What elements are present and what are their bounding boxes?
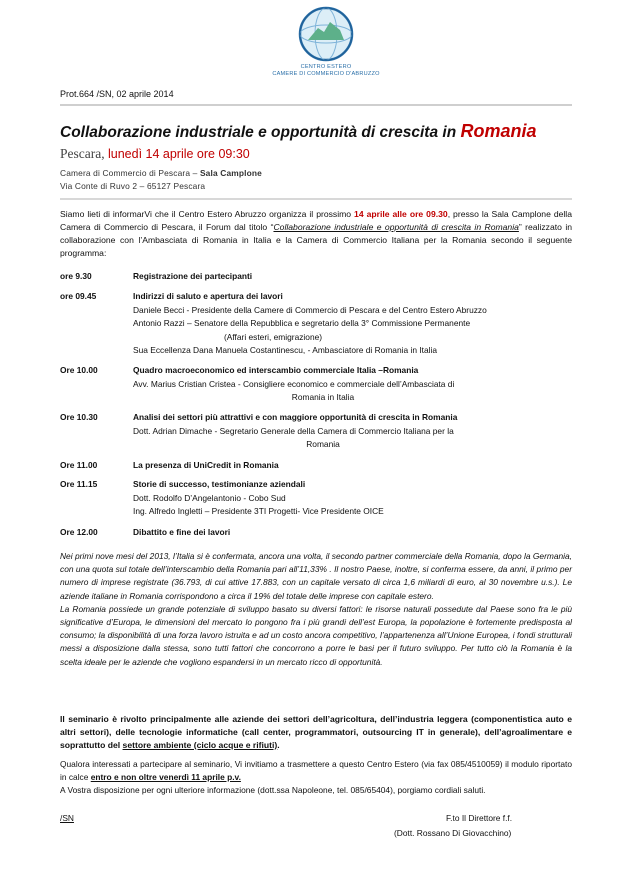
- program-speaker: Daniele Becci - Presidente della Camere di Commercio di Pescara e del Centro Estero Abruzzo: [133, 304, 487, 315]
- sectors-text: Il seminario è rivolto principalmente alle aziende dei settori dell’agricoltura, dell’industria leggera (componentistica auto e altri settori), delle tecnologie informatiche (call center, programmatori, outsourcing IT in generale), dell’agroalimentare e soprattutto del: [60, 714, 572, 750]
- title-country: Romania: [460, 121, 537, 141]
- closing-paragraph: [60, 758, 572, 797]
- program-speaker: Dott. Adrian Dimache - Segretario Generale della Camera di Commercio Italiana per la: [133, 425, 454, 436]
- event-date: [60, 146, 250, 162]
- page-title: [60, 121, 537, 142]
- program-speaker: Romania in Italia: [291, 392, 355, 402]
- italic-text-2: La Romania possiede un grande potenziale di sviluppo basato su diversi fattori: le risorse naturali possedute dal Paese sono fra le più significative d’Europa, le dimensioni del mercato lo pongono fra i più grandi dell’est Europa, la popolazione è fortemente predisposta al consumo; la disponibilità di una forza lavoro istruita e ad un costo ancora competitivo, l’appartenenza all’Unione Europea, i fondi strutturali messi a disposizione dalla stessa, sono tutti fattori che concorrono a porre le basi per il futuro sviluppo. Per tutto ciò la Romania è la scelta ideale per le aziende che vogliono espandersi in un mercato ricco di opportunità.: [60, 603, 572, 667]
- divider: [60, 104, 572, 106]
- event-when: lunedì 14 aprile ore 09:30: [107, 147, 250, 161]
- initials: /SN: [60, 813, 74, 823]
- program-speaker: Ing. Alfredo Ingletti – Presidente 3TI Progetti- Vice Presidente OICE: [133, 506, 384, 516]
- program-title: Dibattito e fine dei lavori: [133, 527, 231, 537]
- program-speaker: Sua Eccellenza Dana Manuela Costantinescu, - Ambasciatore di Romania in Italia: [133, 345, 437, 355]
- program-title: La presenza di UniCredit in Romania: [133, 460, 279, 470]
- program-time: Ore 10.30: [60, 412, 98, 422]
- program-time: Ore 10.00: [60, 365, 98, 375]
- italic-paragraph: [60, 550, 572, 669]
- program-speaker: Avv. Marius Cristian Cristea - Consigliere economico e commerciale dell’Ambasciata di: [133, 378, 455, 389]
- program-title: Registrazione dei partecipanti: [133, 271, 253, 281]
- program-title: Analisi dei settori più attrattivi e con maggiore opportunità di crescita in Romania: [133, 412, 458, 422]
- logo: [270, 6, 382, 84]
- intro-date: 14 aprile alle ore 09.30: [354, 209, 448, 219]
- closing-text-2: A Vostra disposizione per ogni ulteriore informazione (dott.ssa Napoleone, tel. 085/65404), porgiamo cordiali saluti.: [60, 785, 486, 795]
- italic-text-1: Nei primi nove mesi del 2013, l’Italia si è confermata, ancora una volta, il secondo partner commerciale della Romania, dopo la Germania, con una quota sul totale dell’interscambio della Romania pari all’11,33% . Il nostro Paese, inoltre, si conferma essere, da anni, il primo per numero di imprese registrate (36.793, di cui attive 17.883, con un capitale versato di circa 1,6 miliardi di euro, al 30 novembre u.s.). Le aziende italiane in Romania corrispondono a circa il 19% del totale delle imprese con capitale estero.: [60, 551, 572, 601]
- logo-line-1: CENTRO ESTERO: [300, 64, 352, 70]
- program-title: Storie di successo, testimonianze aziendali: [133, 479, 306, 489]
- program-speaker: Romania: [306, 439, 340, 449]
- venue-room: Sala Camplone: [199, 168, 262, 178]
- intro-forum-title: Collaborazione industriale e opportunità di crescita in Romania: [273, 222, 519, 232]
- globe-logo-icon: [294, 6, 358, 64]
- program-time: ore 9.30: [60, 271, 92, 281]
- protocol-number: Prot.664 /SN, 02 aprile 2014: [60, 89, 174, 99]
- program-time: Ore 11.15: [60, 479, 98, 489]
- logo-line-2: CAMERE DI COMMERCIO D'ABRUZZO: [272, 70, 380, 77]
- program-title: Quadro macroeconomico ed interscambio commerciale Italia –Romania: [133, 365, 419, 375]
- signature-name: (Dott. Rossano Di Giovacchino): [394, 828, 512, 838]
- target-sectors-paragraph: [60, 713, 572, 752]
- intro-text-1: Siamo lieti di informarVi che il Centro Estero Abruzzo organizza il prossimo: [60, 209, 355, 219]
- program-speaker-note: (Affari esteri, emigrazione): [224, 331, 323, 342]
- program-speaker: Dott. Rodolfo D’Angelantonio - Cobo Sud: [133, 492, 286, 503]
- intro-text-2: , presso la Sala Camplone della Camera di Commercio di Pescara, il Forum dal titolo “: [60, 209, 573, 232]
- divider: [60, 198, 572, 200]
- title-main: Collaborazione industriale e opportunità di crescita in: [60, 124, 461, 141]
- program-time: ore 09.45: [60, 291, 97, 301]
- intro-text-3: ” realizzato in collaborazione con l’Ambasciata di Romania in Italia e la Camera di Commercio Italiana per la Romania secondo il seguente programma:: [60, 222, 573, 258]
- sectors-end: .: [277, 740, 280, 750]
- program-title: Indirizzi di saluto e apertura dei lavori: [133, 291, 283, 301]
- intro-paragraph: [60, 208, 572, 260]
- closing-deadline: entro e non oltre venerdì 11 aprile p.v.: [90, 772, 241, 782]
- closing-text-1: Qualora interessati a partecipare al seminario, Vi invitiamo a trasmettere a questo Centro Estero (via fax 085/4510059) il modulo riportato in calce: [60, 759, 572, 782]
- event-city: Pescara,: [60, 146, 108, 161]
- sectors-highlight: settore ambiente (ciclo acque e rifiuti): [122, 740, 278, 750]
- program-time: Ore 12.00: [60, 527, 98, 537]
- signature-title: F.to Il Direttore f.f.: [446, 813, 513, 823]
- venue-prefix: Camera di Commercio di Pescara –: [60, 168, 200, 178]
- venue-address: Via Conte di Ruvo 2 – 65127 Pescara: [60, 181, 206, 191]
- program-time: Ore 11.00: [60, 460, 98, 470]
- venue: [60, 168, 262, 178]
- program-speaker: Antonio Razzi – Senatore della Repubblica e segretario della 3° Commissione Permanente: [133, 318, 471, 328]
